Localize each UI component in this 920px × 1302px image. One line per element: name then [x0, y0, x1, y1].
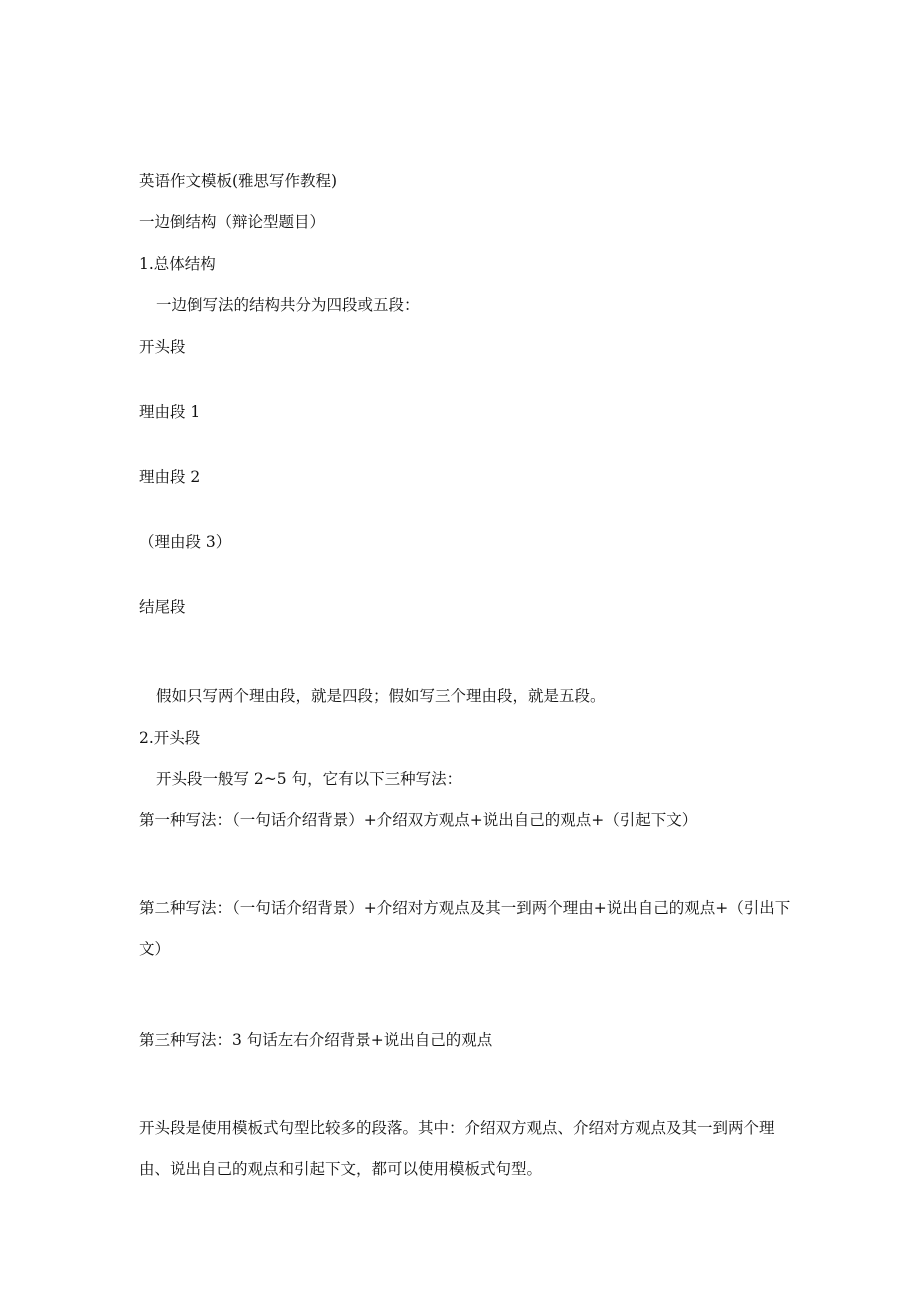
section-heading-opening-paragraph: 2.开头段 [139, 729, 201, 747]
structure-part-reason-3: （理由段 3） [139, 533, 232, 551]
opening-method-2: 第二种写法：（一句话介绍背景）+介绍对方观点及其一到两个理由+说出自己的观点+（引出下文） [139, 899, 791, 958]
section-heading-overall-structure: 1.总体结构 [139, 255, 216, 273]
document-title: 英语作文模板(雅思写作教程) [139, 172, 338, 190]
opening-summary-paragraph: 开头段是使用模板式句型比较多的段落。其中：介绍双方观点、介绍对方观点及其一到两个理由、说出自己的观点和引起下文，都可以使用模板式句型。 [139, 1119, 775, 1178]
structure-note-paragraph: 假如只写两个理由段，就是四段；假如写三个理由段，就是五段。 [156, 687, 606, 705]
structure-part-reason-1: 理由段 1 [139, 403, 201, 421]
structure-intro-paragraph: 一边倒写法的结构共分为四段或五段： [156, 296, 420, 314]
opening-method-3: 第三种写法：3 句话左右介绍背景+说出自己的观点 [139, 1031, 493, 1049]
structure-part-reason-2: 理由段 2 [139, 468, 201, 486]
opening-intro-paragraph: 开头段一般写 2~5 句，它有以下三种写法： [156, 770, 463, 788]
structure-part-opening: 开头段 [139, 338, 186, 356]
structure-part-closing: 结尾段 [139, 598, 186, 616]
document-subtitle: 一边倒结构（辩论型题目） [139, 213, 326, 231]
opening-method-1: 第一种写法：（一句话介绍背景）+介绍双方观点+说出自己的观点+（引起下文） [139, 811, 698, 829]
